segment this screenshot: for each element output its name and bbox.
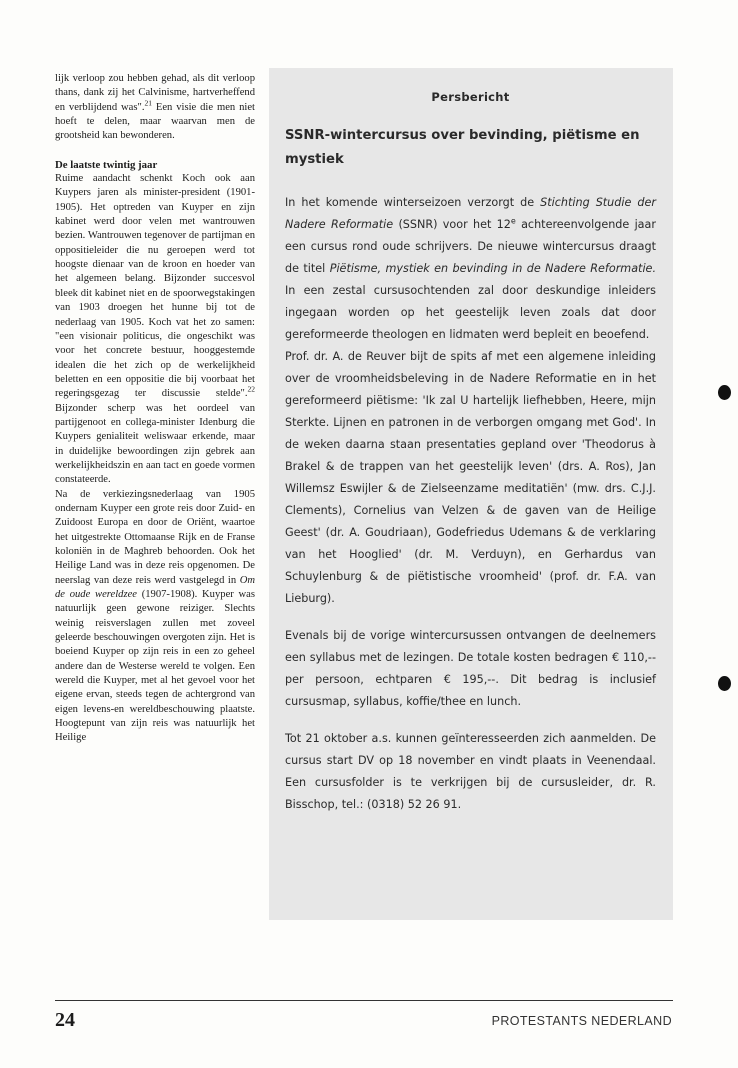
footnote-ref: 22 [247, 384, 255, 394]
press-release-content [285, 86, 656, 831]
press-release-paragraph: In het komende winterseizoen verzorgt de Stichting Studie der Nadere Reformatie (SSNR) voor het 12e achtereenvolgende jaar een cursus rond oude schrijvers. De nieuwe wintercursus draagt de titel Piëtisme, mystiek en bevinding in de Nadere Reformatie. In een zestal cursusochtenden zal door deskundige inleiders ingegaan worden op het geestelijk leven zoals dat door gereformeerde theologen en lidmaten werd bepleit en beoefend. [285, 196, 656, 341]
left-column-article [55, 72, 255, 746]
press-release-box [269, 68, 673, 920]
journal-name: PROTESTANTS NEDERLAND [491, 1014, 672, 1028]
article-paragraph: Ruime aandacht schenkt Koch ook aan Kuypers jaren als minister-president (1901-1905). Het optreden van Kuyper en zijn kabinet werd door velen met wantrouwen bezien. Wantrouwen tegenover de partijman en oppositieleider die nu geroepen werd tot hoogste dienaar van de kroon en hoeder van het algemeen belang. Bijzonder succesvol bleek dit kabinet niet en de spoorwegstakingen van 1903 droegen het hunne bij tot de nederlaag van 1905. Koch vat het zo samen: "een visionair politicus, die ongeschikt was voor het concrete bestuur, hooggestemde idealen die het zich op de werkelijkheid beletten en een oppositie die bij voorbaat het regeringsgezag ter discussie stelde".$^{22}$ Bijzonder scherp was het oordeel van partijgenoot en collega-minister Idenburg die Kuypers genialiteit weliswaar erkende, maar in duidelijke bewoordingen zijn gebrek aan werkelijkheidszin en aan tact en goede vormen constateerde. [55, 173, 255, 486]
footer-rule [55, 1000, 673, 1001]
article-paragraph: Na de verkiezingsnederlaag van 1905 ondernam Kuyper een grote reis door Zuid- en Zuidoost Europa en door de Oriënt, waartoe het uitgestrekte Ottomaanse Rijk en de Franse koloniën in de Maghreb behoorden. Ook het Heilige Land was in deze reis opgenomen. De neerslag van deze reis werd vastgelegd in Om de oude wereldzee (1907-1908). Kuyper was natuurlijk geen gewone reiziger. Slechts weinig reisverslagen zullen met zoveel geleerde beschouwingen overgoten zijn. Het is boeiend Kuyper op zijn reis in een zo geheel andere dan de Westerse wereld te volgen. Een wereld die Kuyper, met al het gevoel voor het eigene ervan, steeds tegen de achtergrond van eigen levens-en wereldbeschouwing plaatste. Hoogtepunt van zijn reis was natuurlijk het Heilige [55, 488, 255, 744]
binder-hole-mark [718, 676, 731, 691]
article-paragraph: lijk verloop zou hebben gehad, als dit verloop thans, dank zij het Calvinisme, hartverheffend en verblijdend was".$^{21}$ Een visie die men niet hoeft te delen, maar waarvan men de grootsheid kan bewonderen. [55, 73, 255, 142]
press-release-paragraph: Tot 21 oktober a.s. kunnen geïnteresseerden zich aanmelden. De cursus start DV op 18 november en vindt plaats in Veenendaal. Een cursusfolder is te verkrijgen bij de cursusleider, dr. R. Bisschop, tel.: (0318) 52 26 91. [285, 732, 656, 811]
page-number: 24 [55, 1009, 75, 1031]
press-release-paragraph: Prof. dr. A. de Reuver bijt de spits af met een algemene inleiding over de vroomheidsbeleving in de Nadere Reformatie en in het gereformeerd piëtisme: 'Ik zal U hartelijk liefhebben, Heere, mijn Sterkte. Lijnen en patronen in de verborgen omgang met God'. In de weken daarna staan presentaties gepland over 'Theodorus à Brakel & de trappen van het geestelijk leven' (drs. A. Ros), Jan Willemsz Eswijler & de Zielseenzame meditatiën' (mw. drs. C.J.J. Clements), Cornelius van Velzen & de gaven van de Heilige Geest' (dr. A. Goudriaan), Godefriedus Udemans & de verklaring van het Hooglied' (dr. M. Verduyn), en Gerhardus van Schuylenburg & de piëtistische vroomheid' (prof. dr. F.A. van Lieburg). [285, 350, 656, 605]
press-release-label: Persbericht [431, 90, 510, 104]
press-release-title: SSNR-wintercursus over bevinding, piëtisme en mystiek [285, 128, 640, 167]
press-release-paragraph: Evenals bij de vorige wintercursussen ontvangen de deelnemers een syllabus met de lezingen. De totale kosten bedragen € 110,-- per persoon, echtparen € 195,--. Dit bedrag is inclusief cursusmap, syllabus, koffie/thee en lunch. [285, 629, 656, 708]
section-heading: De laatste twintig jaar [55, 158, 158, 171]
binder-hole-mark [718, 385, 731, 400]
footnote-ref: 21 [144, 98, 152, 108]
book-title: Om de oude wereldzee [55, 574, 255, 601]
